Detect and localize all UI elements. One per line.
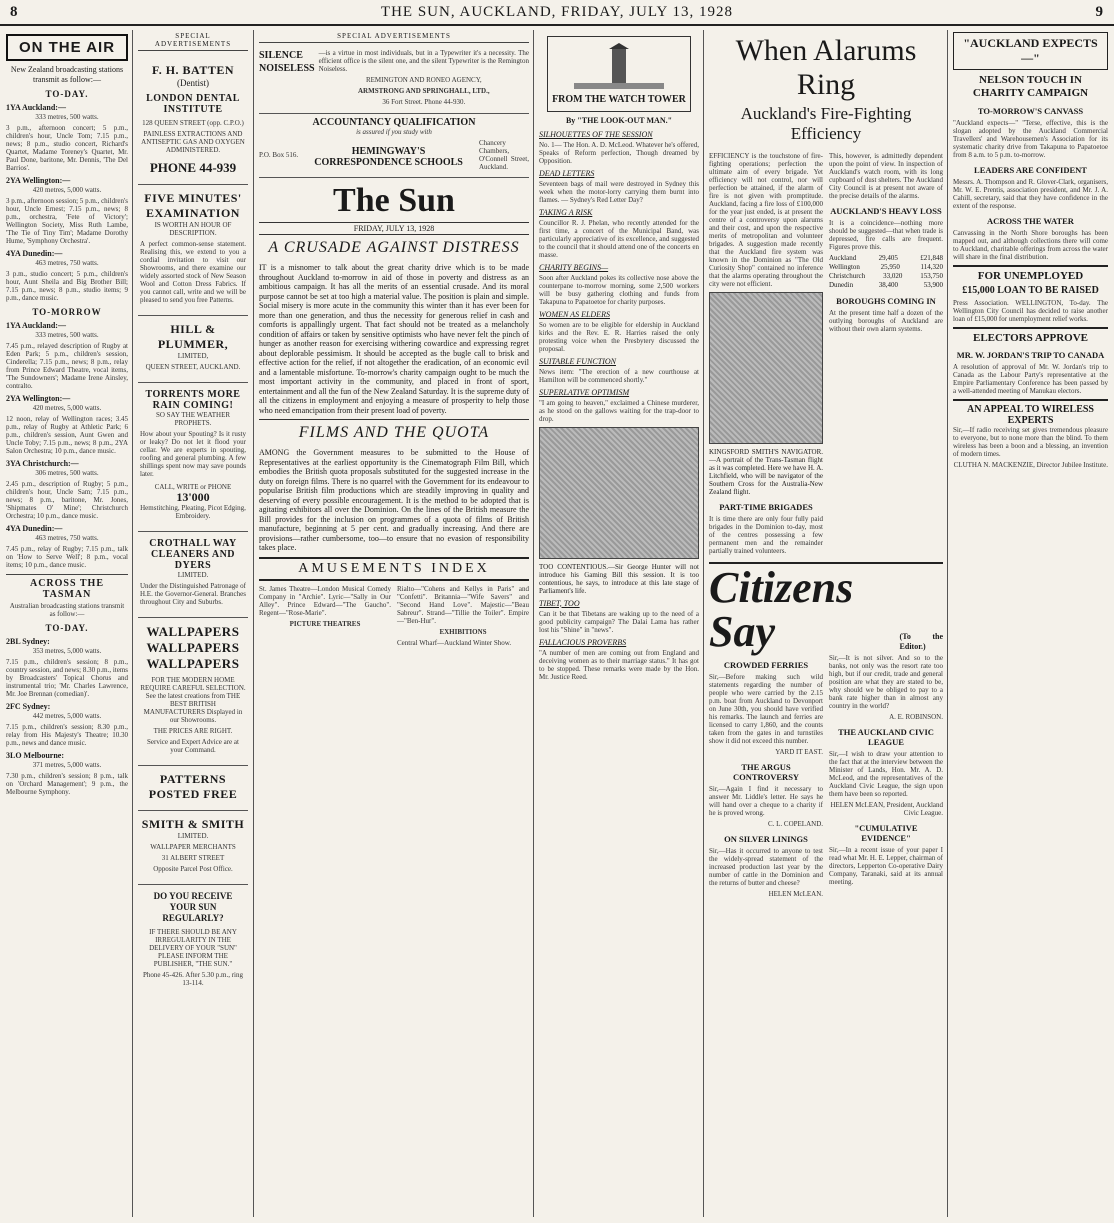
watch-tower-byline: By "THE LOOK-OUT MAN." [565, 116, 673, 125]
letter: THE ARGUS CONTROVERSY Sir,—Again I find it necessary to answer Mr. Liddle's letter. He says he will hand over a cheque to a charity if he is proved wrong. C. L. COPELAND. [709, 762, 823, 828]
watch-tower-item: SILHOUETTES OF THE SESSION No. 1— The Hon. A. D. McLeod. Whatever he's offered, Speaks of Reform perfection, Though dreamed by Opposition. [539, 129, 699, 165]
nelson-touch-heading: NELSON TOUCH IN CHARITY CAMPAIGN [972, 74, 1089, 99]
special-ads-heading: SPECIAL ADVERTISEMENTS [138, 32, 248, 51]
station-2ya: 2YA Wellington:— 420 metres, 5,000 watts. 3 p.m., afternoon session; 5 p.m., children's hour, Uncle Ernest; 7.15 p.m., news; 8 p.m., orchestra, 'Fete of Victory'; Wellington Society, Miss Ruth Lambe, 'The Tie of Tiny Tim'; Madame Dorothy Hume, 'Symphony Orchestra'. [6, 176, 128, 245]
tasman-intro: Australian broadcasting stations transmit as follow:— [9, 602, 125, 618]
appeal-heading: AN APPEAL TO WIRELESS EXPERTS [953, 399, 1108, 426]
page-number-left: 8 [10, 3, 19, 20]
letter: THE AUCKLAND CIVIC LEAGUE Sir,—I wish to draw your attention to the fact that at the interview between the Minister of Lands, Hon. Mr. A. D. McLeod, and the representatives of the Auckland Civic League, the sign upon them have been so reported. HELEN McLEAN, President, Auckland Civic League. [829, 727, 943, 817]
navigator-photo [709, 292, 823, 444]
alarums-deck: Auckland's Fire-Fighting Efficiency [740, 104, 912, 143]
station-2bl: 2BL Sydney: 353 metres, 5,000 watts. 7.15 p.m., children's session; 8 p.m., country session, and news; 8.30 p.m., items by Broadcasters' Topical Chorus and instrumental trio; 'Mr. Charles Lawrence, Mr. Joe Brennan (comedian)'. [6, 637, 128, 698]
page-number-right: 9 [1095, 3, 1104, 20]
batten-phone: PHONE 44-939 [149, 160, 237, 175]
right-column: "AUCKLAND EXPECTS—" NELSON TOUCH IN CHARITY CAMPAIGN TO-MORROW'S CANVASS "Auckland expects—" "Terse, effective, this is the slogan adopted by the Auckland Commercial Travellers' and Warehousemen's Association for its systematic charity drive from Takapuna to Papatoetoe from 8 a.m. to 5 p.m. to-morrow. LEADERS ARE CONFIDENT Messrs. A. Thompson and R. Glover-Clark, organisers, Mr. W. E. Prentis, association president, and Mr. J. A. Cahill, secretary, said that they have confidence in the extent of the response. ACROSS THE WATER Canvassing in the North Shore boroughs has been mapped out, and although collections there will come to Auckland, charitable offerings from across the water will share in the final distribution. FOR UNEMPLOYED £15,000 LOAN TO BE RAISED Press Association. WELLINGTON, To-day. The Wellington City Council has decided to raise another loan of £15,000 for unemployment relief works. ELECTORS APPROVE MR. W. JORDAN'S TRIP TO CANADA A resolution of approval of Mr. W. Jordan's trip to Canada as the Labour Party's representative at the Empire Parliamentary Conference has been passed by a well-attended meeting of Manukau electors. AN APPEAL TO WIRELESS EXPERTS Sir,—If radio receiving set gives tremendous pleasure to everyone, but to none more than the blind. To them wireless has been a boon and a blessing, an invention of modern times. CLUTHA N. MACKENZIE, Director Jubilee Institute. [949, 32, 1112, 1217]
station-2ya-tomorrow: 2YA Wellington:— 420 metres, 5,000 watts. 12 noon, relay of Wellington races; 3.45 p.m., relay of Rugby at Athletic Park; 6 p.m., children's session, Aunt Gwen and Uncle Toby; 7.15 p.m., news; 8 p.m., 2YA Salon Orchestra; 10 p.m., dance music. [6, 394, 128, 455]
across-water-heading: ACROSS THE WATER [987, 216, 1074, 226]
receive-sun-ad: DO YOU RECEIVE YOUR SUN REGULARLY? IF THERE SHOULD BE ANY IRREGULARITY IN THE DELIVERY OF YOUR "SUN" PLEASE INFORM THE PUBLISHER, "THE SUN." Phone 45-426. After 5.30 p.m., ring 13-114. [143, 891, 243, 987]
films-headline: FILMS AND THE QUOTA [259, 419, 529, 442]
tasman-today: TO-DAY. [45, 623, 89, 633]
unemployed-heading: FOR UNEMPLOYED [953, 265, 1108, 282]
table-row: Christchurch 33,020 153,750 [829, 272, 943, 280]
electors-heading: ELECTORS APPROVE [953, 327, 1108, 344]
crusade-headline: A CRUSADE AGAINST DISTRESS [268, 239, 520, 256]
hill-plummer-ad: HILL & PLUMMER, LIMITED, QUEEN STREET, AUCKLAND. [138, 316, 248, 383]
table-row: Dunedin 38,400 53,900 [829, 281, 943, 289]
george-hunter-photo [539, 427, 699, 559]
tasman-heading: ACROSS THE TASMAN [6, 574, 128, 600]
alarums-column [705, 32, 947, 1217]
watch-tower-logo: FROM THE WATCH TOWER [547, 36, 691, 112]
top-ads-heading: SPECIAL ADVERTISEMENTS [259, 32, 529, 43]
torrents-phone: 13'000 [176, 490, 210, 504]
watch-tower-item: WOMEN AS ELDERS So women are to be eligible for eldership in Auckland kirks and the Rev. E. R. Harries raised the only protesting voice when the Presbytery discussed the proposal. [539, 309, 699, 353]
batten-dental-ad: F. H. BATTEN (Dentist) LONDON DENTAL INSTITUTE 128 QUEEN STREET (opp. C.P.O.) PAINLESS EXTRACTIONS AND ANTISEPTIC GAS AND OXYGEN ADMINISTERED. PHONE 44-939 [138, 57, 248, 185]
on-the-air-heading: ON THE AIR [6, 34, 128, 61]
heavy-loss-heading: AUCKLAND'S HEAVY LOSS [830, 206, 942, 216]
today-heading: TO-DAY. [45, 89, 89, 99]
alarums-body: EFFICIENCY is the touchstone of fire-fighting operations; perfection the ultimate aim of every brigade. Yet efficiency will not control, nor will perfection be attained, if the alarm of fire is not given with promptitude. Auckland, facing a fire loss of £100,000 for the year just ended, is at present the centre of a controversy upon alarums and their cost, and upon the respective merits of metropolitan and volunteer brigades. A suggestion made recently that the Auckland fire system was known in the Dominion as "The Old Curiosity Shop" contained no inference that the alarms operating throughout the city were not efficient. [709, 152, 823, 288]
wallpapers-ad: WALLPAPERS WALLPAPERS WALLPAPERS FOR THE MODERN HOME REQUIRE CAREFUL SELECTION. See the latest creations from THE BEST BRITISH MANUFACTURERS Displayed in our Showrooms. THE PRICES ARE RIGHT. Service and Expert Advice are at your Command. [138, 618, 248, 766]
station-4ya: 4YA Dunedin:— 463 metres, 750 watts. 3 p.m., studio concert; 5 p.m., children's hour, Aunt Sheila and Big Brother Bill; 7.15 p.m., news; 8 p.m., studio items; 9 p.m., dance music. [6, 249, 128, 302]
hunter-photo-caption: TOO CONTENTIOUS.—Sir George Hunter will not introduce his Gaming Bill this session. It is too contentious, he says, to introduce at this late stage of Parliament's life. [539, 562, 699, 595]
station-3lo: 3LO Melbourne: 371 metres, 5,000 watts. 7.30 p.m., children's session; 8 p.m., talk on 'Orchard Management'; 9 p.m., the Melbourne Symphony. [6, 751, 128, 796]
loan-heading: £15,000 LOAN TO BE RAISED [962, 285, 1099, 296]
special-ads-column [134, 32, 252, 1217]
crothall-ad: CROTHALL WAY CLEANERS AND DYERS LIMITED. Under the Distinguished Patronage of H.E. the Governor-General. Branches throughout City and Suburbs. [138, 532, 248, 618]
station-1ya: 1YA Auckland:— 333 metres, 500 watts. 3 p.m., afternoon concert; 5 p.m., children's hour, Uncle Tom; 7.15 p.m., news; 8 p.m., studio concert, Richard's Quartet, Madame Toreney's Quartet, Mr. Paul Done, baritone, Mr. Dennis, 'The Del Barrios'. [6, 103, 128, 172]
station-4ya-tomorrow: 4YA Dunedin:— 463 metres, 750 watts. 7.45 p.m., relay of Rugby; 7.15 p.m., talk on 'How to Serve Well'; 8 p.m., vocal items; 10 p.m., dance music. [6, 524, 128, 569]
citizens-say-section [709, 562, 943, 901]
examination-ad: FIVE MINUTES' EXAMINATION IS WORTH AN HOUR OF DESCRIPTION. A perfect common-sense statement. Realising this, we extend to you a cordial invitation to visit our Showrooms, and there examine our widely assorted stock of New Season Wool and Cotton Dress Fabrics. If you cannot call, write and we will be pleased to send you free Patterns. [138, 185, 248, 316]
station-2fc: 2FC Sydney: 442 metres, 5,000 watts. 7.15 p.m., children's session; 8.30 p.m., relay from His Majesty's Theatre; 10.30 p.m., news and dance music. [6, 702, 128, 747]
letter: ON SILVER LININGS Sir,—Has it occurred to anyone to test the widely-spread statement of the increased production last year by the number of cattle in the Dominion and the returns of butter and cheese? HELEN McLEAN. [709, 834, 823, 898]
column-rule [132, 30, 133, 1217]
watch-tower-item: CHARITY BEGINS— Soon after Auckland pokes its collective nose above the counterpane to-morrow morning, some 2,500 workers will be busy gathering clothing and funds from Takapuna to Papatoetoe for charity purposes. [539, 262, 699, 306]
remington-ad: SILENCE NOISELESS —is a virtue in most individuals, but in a Typewriter it's a necessity. The efficient office is the silent one, and the silent Typewriter is the Remington Noiseless. REMINGTON AND RONEO AGENCY, ARMSTRONG AND SPRINGHALL, LTD., 36 Fort Street. Phone 44-930. [259, 49, 529, 114]
jordan-heading: MR. W. JORDAN'S TRIP TO CANADA [956, 350, 1105, 360]
masthead [0, 0, 1114, 26]
watch-tower-column [535, 32, 703, 1217]
to-the-editor: (To the Editor.) [899, 632, 943, 651]
torrents-ad: TORRENTS MORE RAIN COMING! SO SAY THE WEATHER PROPHETS. How about your Spouting? Is it rusty or leaky? Do not let it flood your cellar. We are experts in spouting, roofing and general plumbing. A few shillings spent now may save pounds later. CALL, WRITE or PHONE 13'000 Hemstitching, Pleating, Picot Edging, Embroidery. [138, 383, 248, 532]
navigator-caption: KINGSFORD SMITH'S NAVIGATOR.—A portrait of the Trans-Tasman flight as it was completed. Here we have H. A. Litchfield, who will be navigator of the Southern Cross for the Australia-New Zealand flight. [709, 448, 823, 496]
amusements-index-heading: AMUSEMENTS INDEX [259, 557, 529, 581]
table-row: Auckland 29,405 £21,848 [829, 254, 943, 262]
watch-tower-item: SUPERLATIVE OPTIMISM "I am going to heaven," exclaimed a Chinese murderer, as he stood on the gallows waiting for the trap-door to drop. [539, 387, 699, 423]
column-rule [947, 30, 948, 1217]
column-rule [703, 30, 704, 1217]
watch-tower-item: DEAD LETTERS Seventeen bags of mail were destroyed in Sydney this week when the motor-lorry carrying them burnt into flames. — Sydney's Red Letter Day? [539, 168, 699, 204]
newspaper-title: THE SUN, AUCKLAND, FRIDAY, JULY 13, 1928 [380, 3, 734, 20]
auckland-expects-box: "AUCKLAND EXPECTS—" [953, 32, 1108, 70]
watch-tower-item: TIBET, TOO Can it be that Tibetans are waking up to the need of a good publicity campaign? The Dalai Lama has rather lost his "Shine" in "news". [539, 598, 699, 634]
watch-tower-item: SUITABLE FUNCTION News item: "The erection of a new courthouse at Hamilton will be commenced shortly." [539, 356, 699, 384]
smith-ad: SMITH & SMITH LIMITED. WALLPAPER MERCHANTS 31 ALBERT STREET Opposite Parcel Post Office. [138, 811, 248, 885]
tower-icon [574, 43, 664, 89]
column-rule [533, 30, 534, 1217]
column-rule [253, 30, 254, 1217]
patterns-ad: PATTERNS POSTED FREE [138, 766, 248, 811]
table-row: Wellington 25,950 114,320 [829, 263, 943, 271]
station-3ya-tomorrow: 3YA Christchurch:— 306 metres, 500 watts. 2.45 p.m., description of Rugby; 5 p.m., children's hour, Uncle Sam; 7.15 p.m., news; 8 p.m., baritone, Mr. Jones, 'Shipmates O' Mine'; Christchurch Orchestra; 10 p.m., dance music. [6, 459, 128, 520]
letter: "CUMULATIVE EVIDENCE" Sir,—In a recent issue of your paper I read what Mr. H. E. Lepper, chairman of directors, Lepperton Co-operative Dairy Company, Taranaki, said at its annual meeting. [829, 823, 943, 886]
on-the-air-column [2, 32, 132, 1217]
tomorrow-heading: TO-MORROW [32, 307, 102, 317]
boroughs-heading: BOROUGHS COMING IN [836, 296, 936, 306]
editorial-column [255, 32, 533, 1217]
letter: Sir,—It is not silver. And so to the banks, not only was the resort rate too high, but if our credit, trade and general position are what they are stated to be, why should we be obliged to pay to a bank rate higher than in almost any country in the world? A. E. ROBINSON. [829, 654, 943, 721]
alarums-headline: When Alarums Ring [735, 34, 917, 101]
fire-loss-table [829, 254, 943, 290]
broadcast-intro: New Zealand broadcasting stations transmit as follow:— [10, 65, 124, 84]
station-1ya-tomorrow: 1YA Auckland:— 333 metres, 500 watts. 7.45 p.m., relayed description of Rugby at Eden Park; 5 p.m., children's session, Cinderella; 7.15 p.m., news; 8 p.m., relay from Prince Edward Theatre, vocal items, 'The Sundowners'; Madame Irene Ainsley, contralto. [6, 321, 128, 390]
crusade-body: IT is a misnomer to talk about the great charity drive which is to be made throughout Auckland to-morrow in aid of those in poverty and distress as an ambitious campaign. It has all the merits of an essential crusade. And its moral purpose cannot be set at too high a material value. The position is plain and simple. Social misery is more acute in the community this winter than it has ever been for more than one generation, and thus the necessity for generous relief in cash and comforts is appallingly urgent. That fact should not be treated as a melancholy condition of affairs or taken by sensitive optimists who have never felt the pinch of hunger as another reason for exercising withering cowardice and expressing regret about deplorable pessimism. It should be accepted as the bugle call to brisk and effective action for the relief, if not altogether the eradication, of an economic evil and a lamentable misfortune. To-morrow's charity campaign ought to be much the most important activity in the community, and placed in front of sport, entertainment and all the fun of the New Zealand Saturday. It is the supreme duty of all the citizens in employment and enjoying a measure of prosperity to help those who need emancipation from their present load of poverty. [259, 263, 529, 415]
editorial-date: FRIDAY, JULY 13, 1928 [259, 222, 529, 235]
watch-tower-item: FALLACIOUS PROVERBS "A number of men are coming out from England and deceiving women as to their marriage status." It has got to be stopped. These remarks were made by the Hon. Mr. Justice Reed. [539, 637, 699, 681]
films-body: AMONG the Government measures to be submitted to the House of Representatives at the earliest opportunity is the Cinematograph Film Bill, which embodies the British quota proposals substituted for the suggested increase in the duty on foreign films. There is no quarrel with the Government for its endeavour to popularise British film productions which are steadily improving in quality and deserving of every possible encouragement. It is the method to be adopted that is agitating exhibitors all over the Dominion. On the lines of the British measure the Bill provides for the inclusion on programmes of a quota of films of British manufacture, beginning at 5 per cent. and gradually increasing. And there are provisions—rather cumbersome, too—to ensure that no evasion of responsibility takes place. [259, 448, 529, 552]
part-time-heading: PART-TIME BRIGADES [719, 502, 813, 512]
canvass-heading: TO-MORROW'S CANVASS [977, 106, 1084, 116]
accountancy-ad: ACCOUNTANCY QUALIFICATION is assured if you study with P.O. Box 516. HEMINGWAY'S CORRESPONDENCE SCHOOLS Chancery Chambers, O'Connell Street, Auckland. [259, 114, 529, 178]
leaders-heading: LEADERS ARE CONFIDENT [974, 165, 1087, 175]
citizens-say-title: Citizens Say [709, 563, 854, 656]
amusements-listing: St. James Theatre—London Musical Comedy Company in "Archie". Lyric—"Sally in Our Alley". Prince Edward—"The Gaucho". Regent—"Rose-Marie". PICTURE THEATRES Rialto—"Cohens and Kellys in Paris" and "Confetti". Britannia—"Wife Savers" and "Second Hand Love". Majestic—"Beau Sabreur". Strand—"Tillie the Toiler". Empire—"Ben-Hur". EXHIBITIONS Central Wharf—Auckland Winter Show. [259, 584, 529, 647]
letter: CROWDED FERRIES Sir,—Before making such wild statements regarding the number of people who were carried by the 2.15 p.m. boat from Auckland to Devonport on June 30th, you should have verified his remarks. The launch and ferries are licensed to carry 1,860, and the counts taken from the gates in and turnstiles show it did not exceed this number. YARD IT EAST. [709, 660, 823, 756]
alarums-article: EFFICIENCY is the touchstone of fire-fighting operations; perfection the ultimate aim of every brigade. Yet efficiency will not control, nor will perfection be attained, if the alarm of fire is not given with promptitude. Auckland, facing a fire loss of £100,000 for the year just ended, is at present the centre of a controversy upon alarums and their cost, and upon the respective merits of metropolitan and volunteer brigades. A suggestion made recently that the Auckland fire system was known in the Dominion as "The Old Curiosity Shop" contained no inference that the alarms operating throughout the city were not efficient. KINGSFORD SMITH'S NAVIGATOR.—A portrait of the Trans-Tasman flight as it was completed. Here we have H. A. Litchfield, who will be navigator of the Southern Cross for the Australia-New Zealand flight. PART-TIME BRIGADES It is time there are only four fully paid brigades in the Dominion to-day, most of the centres possessing a few permanent men and the remainder partially trained volunteers. This, however, is admittedly dependent upon the point of view. In inspection of Auckland's watch room, with its long cupboard of dust shelters. The Auckland City Council is at present not aware of the precise details of the alarms. AUCKLAND'S HEAVY LOSS It is a coincidence—nothing more should be suggested—that when trade is depressed, fire calls are frequent. Figures prove this. Auckland 29,405 £21,848 Wellington 25,950 114,320 Christchurch 33,020 153,750 Dunedin 38,400 53,900 BOROUGHS COMING IN At the present time half a dozen of the outlying boroughs of Auckland are without their own alarm systems. [709, 152, 943, 555]
watch-tower-item: TAKING A RISK Councillor R. J. Phelan, who recently attended for the first time, a concert of the Municipal Band, was particularly appreciative of its excellence, and suggested to the council that it should attend one of the concerts en masse. [539, 207, 699, 259]
sun-nameplate: The Sun [333, 182, 455, 219]
